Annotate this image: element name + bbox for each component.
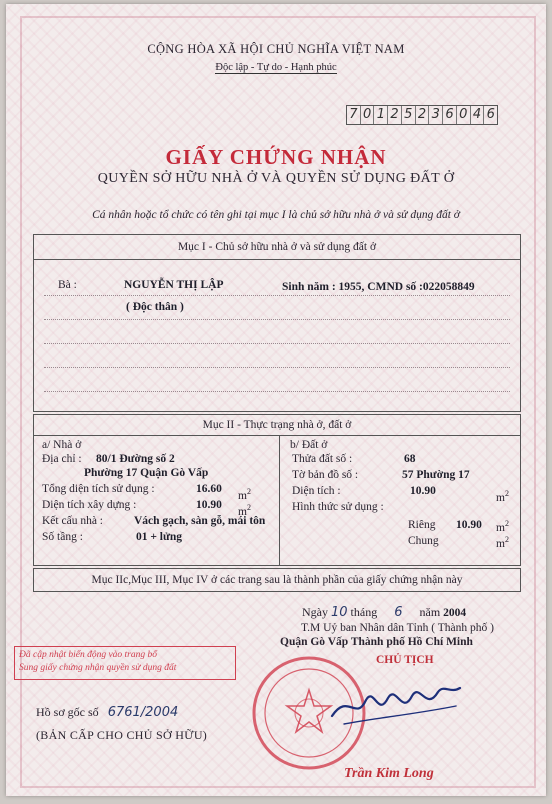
owner-info: Sinh năm : 1955, CMND số :022058849	[282, 281, 475, 293]
certificate-page	[6, 4, 546, 796]
floors-value: 01 + lửng	[136, 531, 183, 543]
land-area-value: 10.90	[410, 485, 436, 497]
section-property	[33, 414, 521, 566]
original-record-value: 6761/2004	[107, 705, 179, 720]
private-label: Riêng	[408, 519, 436, 531]
issue-date: Ngày 10 tháng 6 năm 2004	[302, 605, 467, 620]
serial-digit: 0	[360, 106, 374, 124]
plot-value: 68	[404, 453, 416, 465]
map-label: Tờ bản đồ số :	[292, 469, 359, 481]
serial-digit: 1	[373, 106, 387, 124]
motto: Độc lập - Tự do - Hạnh phúc	[215, 62, 337, 73]
private-area-value: 10.90	[456, 519, 482, 531]
signature-icon	[326, 672, 466, 732]
total-area-unit: $m^2$	[238, 487, 251, 502]
total-area-label: Tổng diện tích sử dụng :	[42, 483, 155, 495]
section1-heading: Mục I - Chủ sở hữu nhà ở và sử dụng đất ở	[34, 235, 520, 260]
serial-digit: 2	[387, 106, 401, 124]
private-area-unit: $m^2$	[496, 519, 509, 534]
total-area-value: 16.60	[196, 483, 222, 495]
usage-label: Hình thức sử dụng :	[292, 501, 384, 513]
map-value: 57 Phường 17	[402, 469, 470, 481]
section-owner	[33, 234, 521, 412]
structure-label: Kết cấu nhà :	[42, 515, 103, 527]
chairman-title: CHỦ TỊCH	[376, 654, 434, 666]
signer-name: Trần Kim Long	[344, 766, 434, 781]
day-value: 10	[331, 605, 348, 620]
authority-line2: Quận Gò Vấp Thành phố Hồ Chí Minh	[280, 636, 473, 648]
update-stamp: Đã cập nhật biến động vào trang bổ Sung giấy chứng nhận quyền sử dụng đất	[14, 646, 236, 680]
land-area-unit: $m^2$	[496, 489, 509, 504]
serial-number	[346, 105, 498, 125]
document-subtitle: QUYỀN SỞ HỮU NHÀ Ở VÀ QUYỀN SỬ DỤNG ĐẤT Ở	[97, 171, 455, 186]
address-line1: 80/1 Đường số 2	[96, 453, 175, 465]
serial-digit: 6	[442, 106, 456, 124]
shared-area-unit: $m^2$	[496, 535, 509, 550]
original-record: Hồ sơ gốc số 6761/2004	[36, 705, 179, 720]
marital-status: ( Độc thân )	[126, 301, 184, 313]
plot-label: Thửa đất số :	[292, 453, 353, 465]
month-value: 6	[394, 605, 403, 620]
built-area-unit: $m^2$	[238, 503, 251, 518]
land-label: b/ Đất ở	[290, 439, 328, 451]
serial-digit: 0	[456, 106, 470, 124]
serial-digit: 5	[401, 106, 415, 124]
floors-label: Số tầng :	[42, 531, 83, 543]
country-header: CỘNG HÒA XÃ HỘI CHỦ NGHĨA VIỆT NAM	[147, 42, 405, 56]
continuation-note: Mục IIc,Mục III, Mục IV ở các trang sau là thành phần của giấy chứng nhận này	[33, 568, 521, 592]
document-title: GIẤY CHỨNG NHẬN	[165, 145, 387, 169]
address-line2: Phường 17 Quận Gò Vấp	[84, 467, 209, 479]
honorific: Bà :	[58, 279, 77, 291]
land-area-label: Diện tích :	[292, 485, 341, 497]
authority-line1: T.M Uỷ ban Nhân dân Tỉnh ( Thành phố )	[301, 622, 494, 634]
shared-label: Chung	[408, 535, 439, 547]
serial-digit: 6	[483, 106, 497, 124]
built-area-value: 10.90	[196, 499, 222, 511]
built-area-label: Diện tích xây dựng :	[42, 499, 137, 511]
year-value: 2004	[443, 607, 467, 619]
owner-name: NGUYỄN THỊ LẬP	[124, 279, 224, 291]
intro-text: Cá nhân hoặc tổ chức có tên ghi tại mục I là chủ sở hữu nhà ở và sử dụng đất ở	[92, 209, 460, 221]
serial-digit: 3	[428, 106, 442, 124]
address-label: Địa chỉ :	[42, 453, 82, 465]
section2-heading: Mục II - Thực trạng nhà ở, đất ở	[34, 415, 520, 436]
house-label: a/ Nhà ở	[42, 439, 82, 451]
serial-digit: 2	[415, 106, 429, 124]
copy-for-owner: (BẢN CẤP CHO CHỦ SỞ HỮU)	[36, 728, 208, 742]
serial-digit: 7	[349, 107, 358, 122]
serial-digit: 4	[470, 106, 484, 124]
structure-value: Vách gạch, sàn gỗ, mái tôn	[134, 515, 266, 527]
